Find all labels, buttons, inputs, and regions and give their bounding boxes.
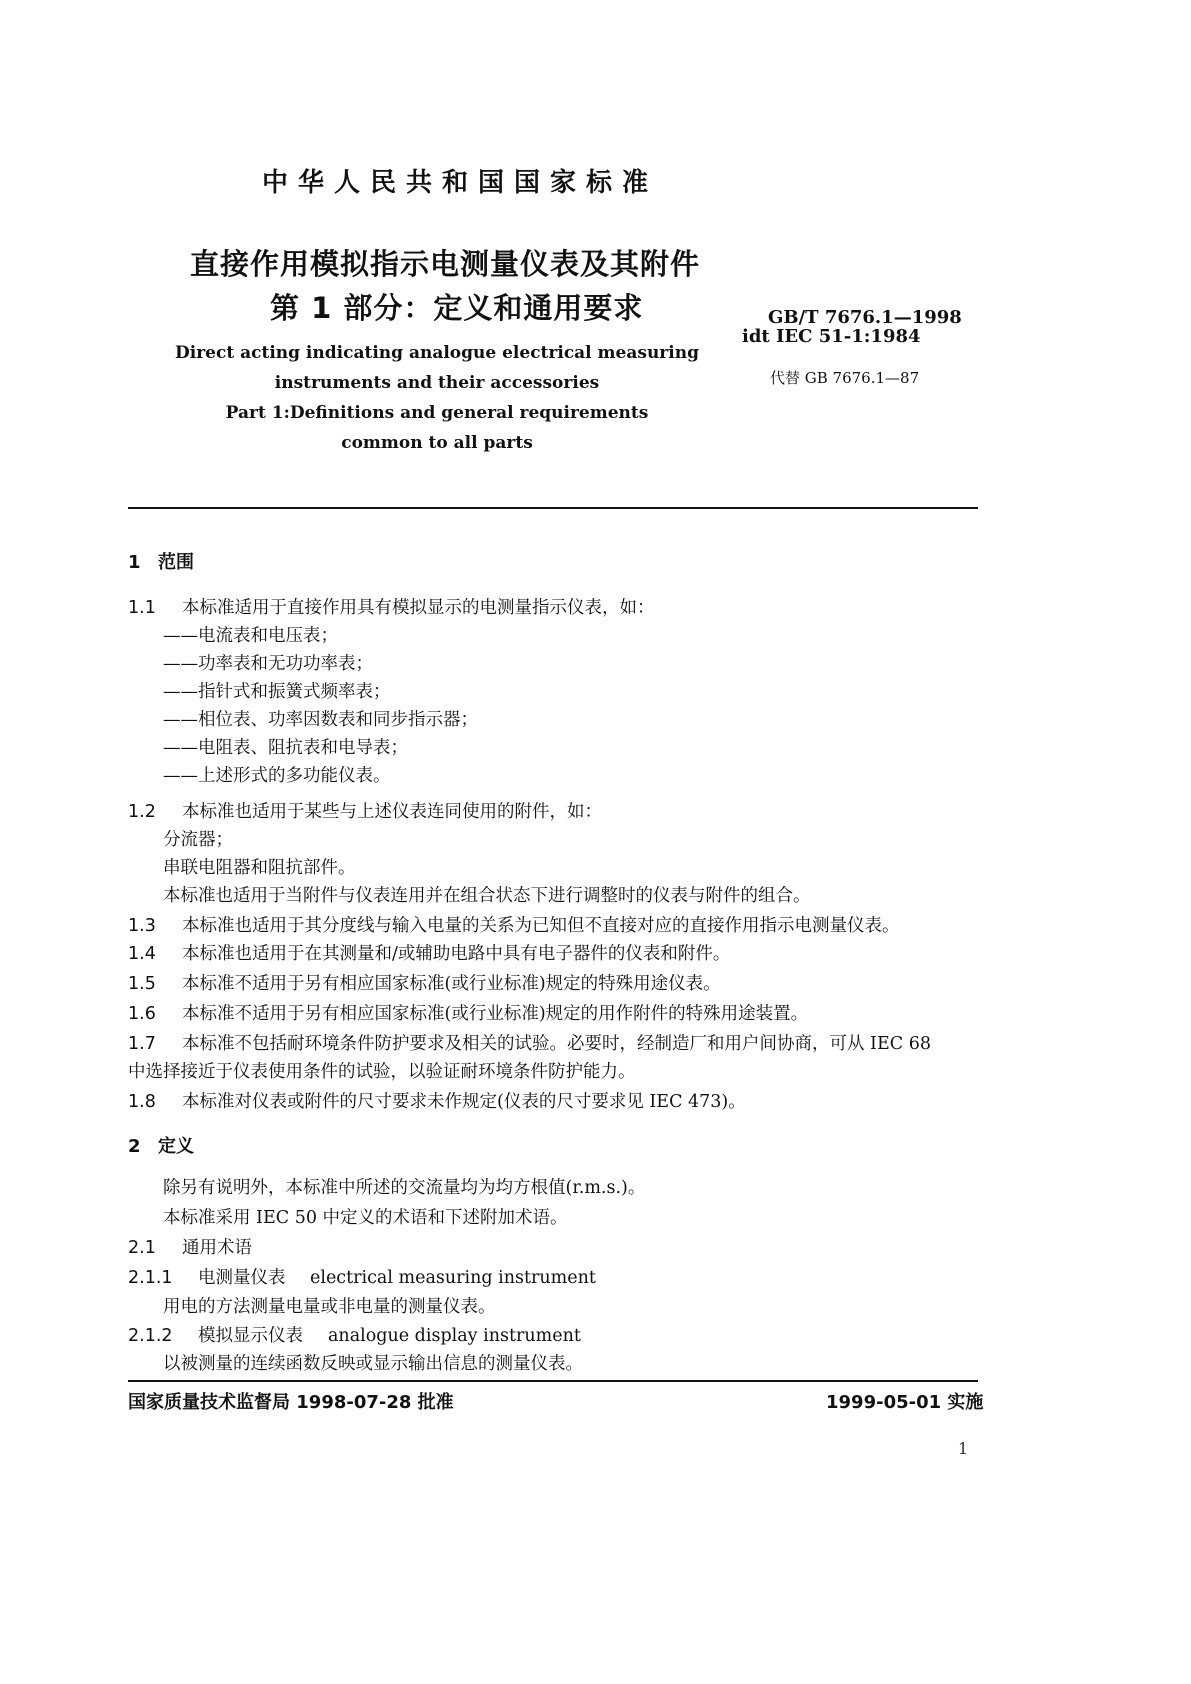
list-item: 串联电阻器和阻抗部件。 xyxy=(163,858,356,878)
clause-text: 本标准也适用于其分度线与输入电量的关系为已知但不直接对应的直接作用指示电测量仪表。 xyxy=(182,916,900,936)
standard-code: GB/T 7676.1—1998 xyxy=(768,307,962,328)
clause-number: 2.1.2 xyxy=(128,1326,173,1346)
clause-text: 本标准也适用于某些与上述仪表连同使用的附件，如： xyxy=(182,802,602,822)
clause-2-1 xyxy=(128,1234,252,1259)
section-2-heading xyxy=(128,1132,194,1158)
national-standard-header: 中华人民共和国国家标准 xyxy=(262,168,659,198)
section-title: 范围 xyxy=(158,552,194,573)
clause-1-7-continuation: 中选择接近于仪表使用条件的试验，以验证耐环境条件防护能力。 xyxy=(128,1062,636,1082)
title-en-line2: instruments and their accessories xyxy=(274,373,600,393)
section-1-heading xyxy=(128,548,194,574)
clause-1-4 xyxy=(128,940,730,965)
clause-1-6 xyxy=(128,1000,808,1025)
clause-1-8 xyxy=(128,1088,746,1113)
list-item: ——电流表和电压表； xyxy=(163,626,338,646)
approval-note: 国家质量技术监督局 1998-07-28 批准 xyxy=(128,1392,454,1413)
page-number: 1 xyxy=(958,1439,969,1458)
clause-1-1 xyxy=(128,594,655,619)
title-en-line4: common to all parts xyxy=(341,433,533,453)
clause-text: 本标准也适用于在其测量和/或辅助电路中具有电子器件的仪表和附件。 xyxy=(182,944,731,964)
list-item: ——相位表、功率因数表和同步指示器； xyxy=(163,710,478,730)
title-cn-line1: 直接作用模拟指示电测量仪表及其附件 xyxy=(190,247,701,281)
idt-reference: idt IEC 51-1:1984 xyxy=(742,326,921,347)
clause-number: 2.1.1 xyxy=(128,1268,173,1288)
list-item: ——指针式和振簧式频率表； xyxy=(163,682,391,702)
clause-text: 本标准适用于直接作用具有模拟显示的电测量指示仪表，如： xyxy=(182,598,655,618)
paragraph: 本标准也适用于当附件与仪表连用并在组合状态下进行调整时的仪表与附件的组合。 xyxy=(163,886,811,906)
term-en: analogue display instrument xyxy=(328,1326,581,1346)
list-item: 分流器； xyxy=(163,830,233,850)
footer-divider xyxy=(128,1380,978,1382)
effective-date: 1999-05-01 实施 xyxy=(826,1392,984,1413)
clause-number: 1.8 xyxy=(128,1092,156,1112)
clause-1-2 xyxy=(128,798,602,823)
clause-number: 1.5 xyxy=(128,974,156,994)
term-cn: 电测量仪表 xyxy=(198,1268,286,1288)
paragraph: 本标准采用 IEC 50 中定义的术语和下述附加术语。 xyxy=(163,1208,568,1228)
title-en-line3: Part 1:Definitions and general requirements xyxy=(225,403,649,423)
clause-text: 本标准不适用于另有相应国家标准(或行业标准)规定的用作附件的特殊用途装置。 xyxy=(182,1004,809,1024)
section-number: 1 xyxy=(128,552,141,573)
clause-number: 2.1 xyxy=(128,1238,156,1258)
clause-number: 1.7 xyxy=(128,1034,156,1054)
clause-number: 1.1 xyxy=(128,598,156,618)
clause-text: 本标准对仪表或附件的尺寸要求未作规定(仪表的尺寸要求见 IEC 473)。 xyxy=(182,1092,746,1112)
section-title: 定义 xyxy=(158,1136,194,1157)
term-definition: 用电的方法测量电量或非电量的测量仪表。 xyxy=(163,1297,496,1317)
term-2-1-2 xyxy=(128,1322,581,1347)
clause-text: 本标准不包括耐环境条件防护要求及相关的试验。必要时，经制造厂和用户间协商，可从 IEC 68 xyxy=(182,1034,931,1054)
clause-1-5 xyxy=(128,970,721,995)
header-divider xyxy=(128,507,978,509)
paragraph: 除另有说明外，本标准中所述的交流量均为均方根值(r.m.s.)。 xyxy=(163,1178,646,1198)
title-en-line1: Direct acting indicating analogue electrical measuring xyxy=(175,343,699,363)
clause-text: 通用术语 xyxy=(182,1238,252,1258)
replaces-reference: 代替 GB 7676.1—87 xyxy=(770,369,920,387)
list-item: ——上述形式的多功能仪表。 xyxy=(163,766,391,786)
clause-number: 1.3 xyxy=(128,916,156,936)
title-cn-line2: 第 1 部分：定义和通用要求 xyxy=(270,291,644,325)
term-en: electrical measuring instrument xyxy=(310,1268,596,1288)
section-number: 2 xyxy=(128,1136,141,1157)
list-item: ——电阻表、阻抗表和电导表； xyxy=(163,738,408,758)
clause-number: 1.6 xyxy=(128,1004,156,1024)
term-cn: 模拟显示仪表 xyxy=(198,1326,303,1346)
clause-number: 1.2 xyxy=(128,802,156,822)
list-item: ——功率表和无功功率表； xyxy=(163,654,373,674)
clause-1-3 xyxy=(128,912,900,937)
clause-text: 本标准不适用于另有相应国家标准(或行业标准)规定的特殊用途仪表。 xyxy=(182,974,721,994)
clause-1-7 xyxy=(128,1030,931,1055)
clause-number: 1.4 xyxy=(128,944,156,964)
term-2-1-1 xyxy=(128,1264,596,1289)
term-definition: 以被测量的连续函数反映或显示输出信息的测量仪表。 xyxy=(163,1354,583,1374)
